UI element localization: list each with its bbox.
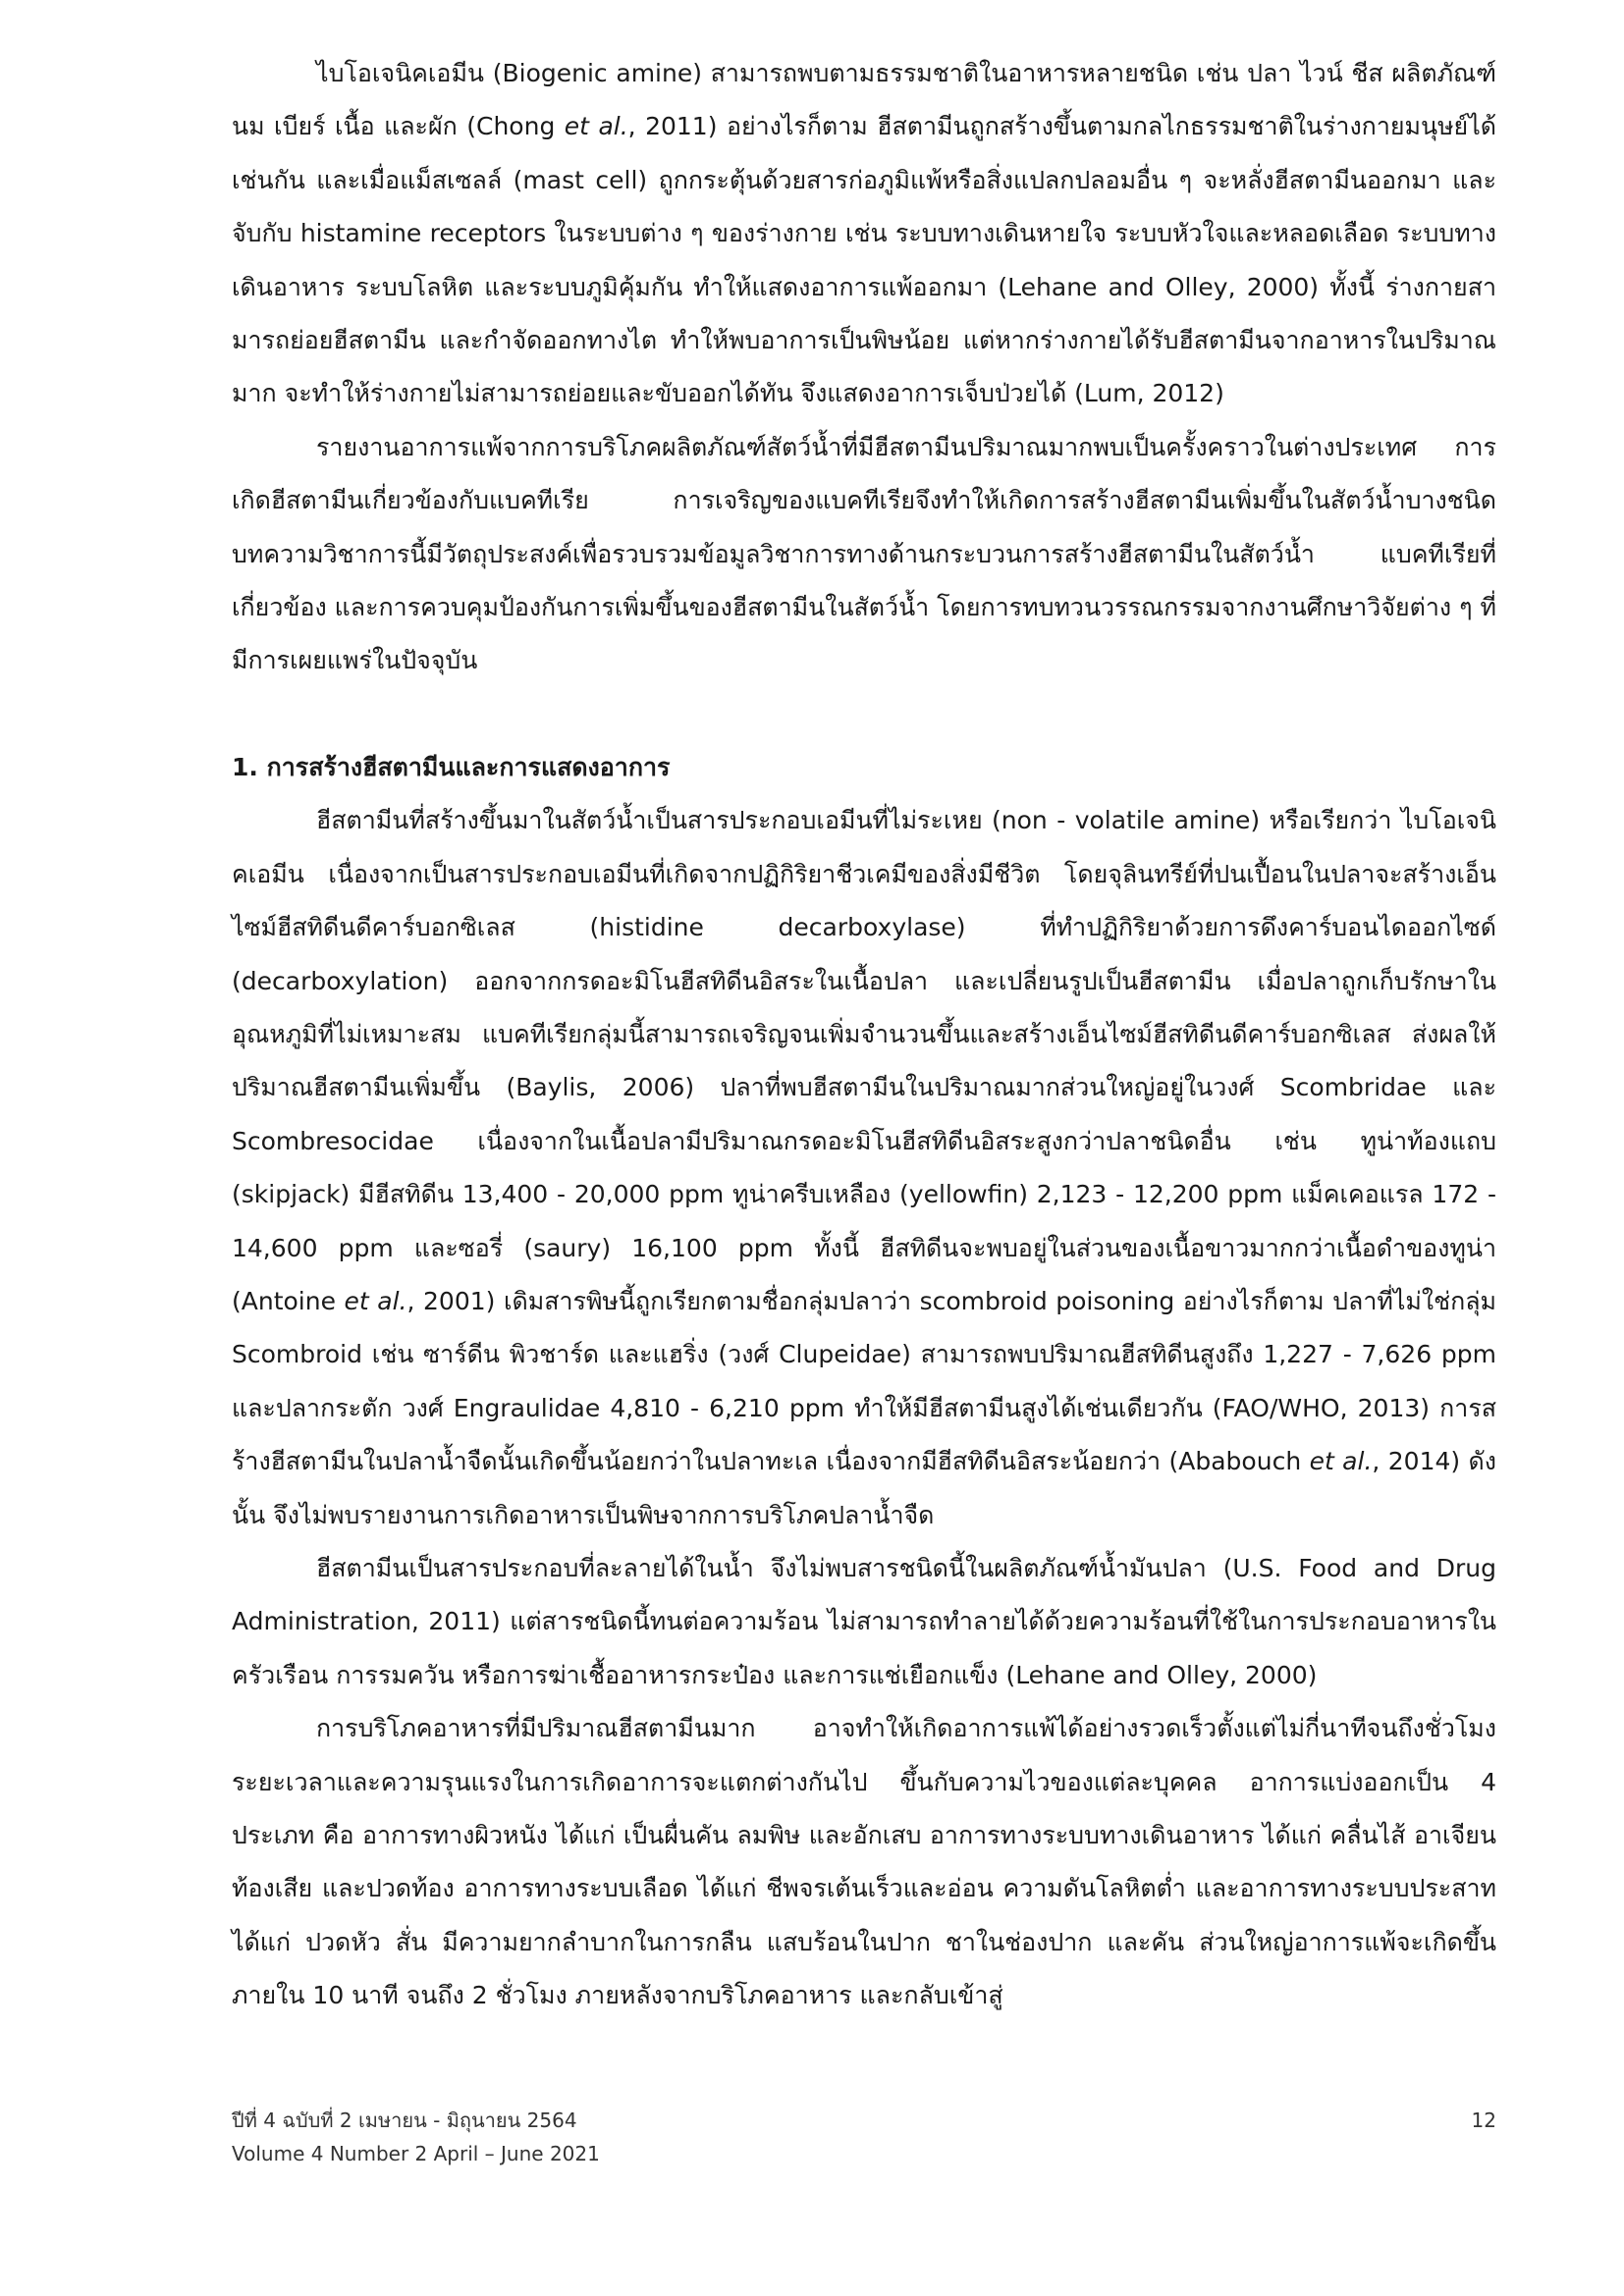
- citation-italic: et al.: [1309, 1447, 1373, 1476]
- footer-issue-thai: ปีที่ 4 ฉบับที่ 2 เมษายน - มิถุนายน 2564: [232, 2109, 577, 2132]
- paragraph: [232, 1702, 1496, 2022]
- paragraph: [232, 794, 1496, 1542]
- page-footer: [232, 2104, 1496, 2170]
- article-body: [232, 47, 1496, 2023]
- paragraph-text: การบริโภคอาหารที่มีปริมาณฮีสตามีนมาก อาจทำให้เกิดอาการแพ้ได้อย่างรวดเร็วตั้งแต่ไม่กี่นาทีจนถึงชั่วโมง ระยะเวลาและความรุนแรงในการเกิดอาการจะแตกต่างกันไป ขึ้นกับความไวของแต่ละบุคคล อาการแบ่งออกเป็น 4 ประเภท คือ อาการทางผิวหนัง ได้แก่ เป็นผื่นคัน ลมพิษ และอักเสบ อาการทางระบบทางเดินอาหาร ได้แก่ คลื่นไส้ อาเจียน ท้องเสีย และปวดท้อง อาการทางระบบเลือด ได้แก่ ชีพจรเต้นเร็วและอ่อน ความดันโลหิตต่ำ และอาการทางระบบประสาท ได้แก่ ปวดหัว สั่น มีความยากลำบากในการกลืน แสบร้อนในปาก ชาในช่องปาก และคัน ส่วนใหญ่อาการแพ้จะเกิดขึ้นภายใน 10 นาที จนถึง 2 ชั่วโมง ภายหลังจากบริโภคอาหาร และกลับเข้าสู่: [232, 1714, 1496, 2010]
- section-heading: 1. การสร้างฮีสตามีนและการแสดงอาการ: [232, 752, 671, 781]
- paragraph-text: ฮีสตามีนเป็นสารประกอบที่ละลายได้ในน้ำ จึงไม่พบสารชนิดนี้ในผลิตภัณฑ์น้ำมันปลา (U.S. Food and Drug Administration, 2011) แต่สารชนิดนี้ทนต่อความร้อน ไม่สามารถทำลายได้ด้วยความร้อนที่ใช้ในการประกอบอาหารในครัวเรือน การรมควัน หรือการฆ่าเชื้ออาหารกระป๋อง และการแช่เยือกแข็ง (Lehane and Olley, 2000): [232, 1553, 1496, 1689]
- paragraph-text: ฮีสตามีนที่สร้างขึ้นมาในสัตว์น้ำเป็นสารประกอบเอมีนที่ไม่ระเหย (non - volatile amine) หรือเรียกว่า ไบโอเจนิคเอมีน เนื่องจากเป็นสารประกอบเอมีนที่เกิดจากปฏิกิริยาชีวเคมีของสิ่งมีชีวิต โดยจุลินทรีย์ที่ปนเปื้อนในปลาจะสร้างเอ็นไซม์ฮีสทิดีนดีคาร์บอกซิเลส (histidine decarboxylase) ที่ทำปฏิกิริยาด้วยการดึงคาร์บอนไดออกไซด์ (decarboxylation) ออกจากกรดอะมิโนฮีสทิดีนอิสระในเนื้อปลา และเปลี่ยนรูปเป็นฮีสตามีน เมื่อปลาถูกเก็บรักษาในอุณหภูมิที่ไม่เหมาะสม แบคทีเรียกลุ่มนี้สามารถเจริญจนเพิ่มจำนวนขึ้นและสร้างเอ็นไซม์ฮีสทิดีนดีคาร์บอกซิเลส ส่งผลให้ปริมาณฮีสตามีนเพิ่มขึ้น (Baylis, 2006) ปลาที่พบฮีสตามีนในปริมาณมากส่วนใหญ่อยู่ในวงศ์ Scombridae และ Scombresocidae เนื่องจากในเนื้อปลามีปริมาณกรดอะมิโนฮีสทิดีนอิสระสูงกว่าปลาชนิดอื่น เช่น ทูน่าท้องแถบ (skipjack) มีฮีสทิดีน 13,400 - 20,000 ppm ทูน่าครีบเหลือง (yellowfin) 2,123 - 12,200 ppm แม็คเคอแรล 172 - 14,600 ppm และซอรี่ (saury) 16,100 ppm ทั้งนี้ ฮีสทิดีนจะพบอยู่ในส่วนของเนื้อขาวมากกว่าเนื้อดำของทูน่า (Antoine: [232, 806, 1496, 1315]
- paragraph: [232, 421, 1496, 688]
- section-paragraphs: [232, 794, 1496, 2022]
- intro-paragraphs: [232, 47, 1496, 688]
- citation-italic: et al.: [564, 112, 628, 141]
- paragraph-text: , 2001) เดิมสารพิษนี้ถูกเรียกตามชื่อกลุ่มปลาว่า scombroid poisoning อย่างไรก็ตาม ปลาที่ไม่ใช่กลุ่ม Scombroid เช่น ซาร์ดีน พิวชาร์ด และแฮริ่ง (วงศ์ Clupeidae) สามารถพบปริมาณฮีสทิดีนสูงถึง 1,227 - 7,626 ppm และปลากระตัก วงศ์ Engraulidae 4,810 - 6,210 ppm ทำให้มีฮีสตามีนสูงได้เช่นเดียวกัน (FAO/WHO, 2013) การสร้างฮีสตามีนในปลาน้ำจืดนั้นเกิดขึ้นน้อยกว่าในปลาทะเล เนื่องจากมีฮีสทิดีนอิสระน้อยกว่า (Ababouch: [232, 1286, 1497, 1476]
- paragraph-text: , 2014) ดังนั้น จึงไม่พบรายงานการเกิดอาหารเป็นพิษจากการบริโภคปลาน้ำจืด: [232, 1447, 1496, 1529]
- paragraph-text: ไบโอเจนิคเอมีน (Biogenic amine) สามารถพบตามธรรมชาติในอาหารหลายชนิด เช่น ปลา ไวน์ ชีส ผลิตภัณฑ์นม เบียร์ เนื้อ และผัก (Chong: [232, 59, 1496, 141]
- paragraph: [232, 47, 1496, 421]
- citation-italic: et al.: [344, 1286, 407, 1315]
- section-gap: [232, 688, 1496, 741]
- footer-issue-english: Volume 4 Number 2 April – June 2021: [232, 2142, 600, 2165]
- paragraph-text: รายงานอาการแพ้จากการบริโภคผลิตภัณฑ์สัตว์น้ำที่มีฮีสตามีนปริมาณมากพบเป็นครั้งคราวในต่างประเทศ การเกิดฮีสตามีนเกี่ยวข้องกับแบคทีเรีย การเจริญของแบคทีเรียจึงทำให้เกิดการสร้างฮีสตามีนเพิ่มขึ้นในสัตว์น้ำบางชนิด บทความวิชาการนี้มีวัตถุประสงค์เพื่อรวบรวมข้อมูลวิชาการทางด้านกระบวนการสร้างฮีสตามีนในสัตว์น้ำ แบคทีเรียที่เกี่ยวข้อง และการควบคุมป้องกันการเพิ่มขึ้นของฮีสตามีนในสัตว์น้ำ โดยการทบทวนวรรณกรรมจากงานศึกษาวิจัยต่าง ๆ ที่มีการเผยแพร่ในปัจจุบัน: [232, 432, 1496, 675]
- page-number: 12: [1471, 2109, 1496, 2132]
- paragraph: [232, 1542, 1496, 1702]
- paragraph-text: , 2011) อย่างไรก็ตาม ฮีสตามีนถูกสร้างขึ้นตามกลไกธรรมชาติในร่างกายมนุษย์ได้เช่นกัน และเมื่อแม็สเซลล์ (mast cell) ถูกกระตุ้นด้วยสารก่อภูมิแพ้หรือสิ่งแปลกปลอมอื่น ๆ จะหลั่งฮีสตามีนออกมา และจับกับ histamine receptors ในระบบต่าง ๆ ของร่างกาย เช่น ระบบทางเดินหายใจ ระบบหัวใจและหลอดเลือด ระบบทางเดินอาหาร ระบบโลหิต และระบบภูมิคุ้มกัน ทำให้แสดงอาการแพ้ออกมา (Lehane and Olley, 2000) ทั้งนี้ ร่างกายสามารถย่อยฮีสตามีน และกำจัดออกทางไต ทำให้พบอาการเป็นพิษน้อย แต่หากร่างกายได้รับฮีสตามีนจากอาหารในปริมาณมาก จะทำให้ร่างกายไม่สามารถย่อยและขับออกได้ทัน จึงแสดงอาการเจ็บป่วยได้ (Lum, 2012): [232, 112, 1497, 408]
